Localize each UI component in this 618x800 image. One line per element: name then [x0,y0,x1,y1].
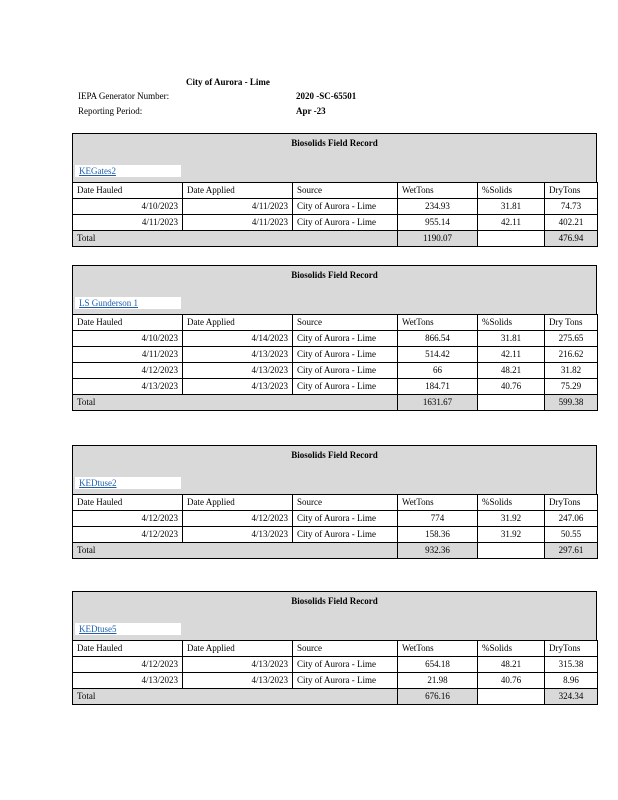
table-cell: City of Aurora - Lime [293,199,398,215]
table-cell: 31.92 [478,511,545,527]
total-label: Total [73,689,398,705]
table-row [73,511,598,527]
period-label: Reporting Period: [78,106,143,116]
column-header: Dry Tons [545,315,598,331]
field-record-section [72,265,597,411]
table-row [73,527,598,543]
column-header: Source [293,495,398,511]
site-name-link[interactable]: KEDtuse2 [79,478,117,488]
table-cell: 4/12/2023 [73,363,183,379]
total-solids-blank [478,395,545,411]
column-header: DryTons [545,641,598,657]
field-record-section [72,445,597,559]
total-solids-blank [478,231,545,247]
total-dry-tons: 297.61 [545,543,598,559]
table-row [73,331,598,347]
table-cell: City of Aurora - Lime [293,511,398,527]
column-header: Date Applied [183,495,293,511]
table-row [73,215,598,231]
section-title: Biosolids Field Record [291,138,378,148]
total-wet-tons: 1631.67 [398,395,478,411]
period-value: Apr -23 [296,106,326,116]
table-cell: 4/12/2023 [73,527,183,543]
column-header: Source [293,183,398,199]
table-header-row [73,641,598,657]
table-cell: 4/13/2023 [183,527,293,543]
site-name-link[interactable]: LS Gunderson 1 [79,298,138,308]
table-cell: 42.11 [478,215,545,231]
column-header: WetTons [398,183,478,199]
table-cell: 4/11/2023 [73,215,183,231]
table-cell: 66 [398,363,478,379]
column-header: DryTons [545,183,598,199]
table-cell: 4/13/2023 [183,673,293,689]
total-dry-tons: 324.34 [545,689,598,705]
table-cell: 50.55 [545,527,598,543]
table-cell: 247.06 [545,511,598,527]
site-name-box [75,297,181,309]
table-cell: City of Aurora - Lime [293,379,398,395]
table-header-row [73,315,598,331]
column-header: WetTons [398,495,478,511]
column-header: Date Hauled [73,183,183,199]
table-cell: 42.11 [478,347,545,363]
table-cell: 40.76 [478,673,545,689]
report-title: City of Aurora - Lime [186,77,270,87]
total-label: Total [73,231,398,247]
section-title: Biosolids Field Record [291,270,378,280]
table-cell: 4/13/2023 [183,363,293,379]
column-header: WetTons [398,315,478,331]
site-name-link[interactable]: KEDtuse5 [79,624,117,634]
total-row [73,543,598,559]
section-title-bar [72,265,597,314]
table-cell: City of Aurora - Lime [293,527,398,543]
table-cell: 216.62 [545,347,598,363]
table-cell: 654.18 [398,657,478,673]
field-record-table [72,494,598,559]
table-cell: 774 [398,511,478,527]
table-cell: 31.82 [545,363,598,379]
table-cell: 40.76 [478,379,545,395]
total-label: Total [73,543,398,559]
column-header: %Solids [478,183,545,199]
column-header: Date Hauled [73,495,183,511]
table-cell: 8.96 [545,673,598,689]
field-record-section [72,591,597,705]
field-record-table [72,182,598,247]
table-cell: City of Aurora - Lime [293,215,398,231]
table-cell: 4/13/2023 [183,657,293,673]
table-cell: City of Aurora - Lime [293,673,398,689]
table-header-row [73,183,598,199]
total-label: Total [73,395,398,411]
table-cell: 4/12/2023 [73,657,183,673]
table-cell: 48.21 [478,657,545,673]
table-cell: 402.21 [545,215,598,231]
column-header: %Solids [478,315,545,331]
section-title-bar [72,133,597,182]
generator-number: 2020 -SC-65501 [296,91,357,101]
table-cell: 4/12/2023 [183,511,293,527]
column-header: Source [293,315,398,331]
site-name-box [75,165,181,177]
table-cell: 31.92 [478,527,545,543]
site-name-box [75,477,181,489]
table-cell: 4/13/2023 [183,379,293,395]
table-cell: 866.54 [398,331,478,347]
table-row [73,363,598,379]
table-cell: 158.36 [398,527,478,543]
table-cell: 4/11/2023 [183,215,293,231]
column-header: Date Hauled [73,315,183,331]
table-cell: 955.14 [398,215,478,231]
table-row [73,347,598,363]
total-dry-tons: 599.38 [545,395,598,411]
total-wet-tons: 676.16 [398,689,478,705]
section-title: Biosolids Field Record [291,450,378,460]
column-header: %Solids [478,641,545,657]
column-header: %Solids [478,495,545,511]
table-cell: City of Aurora - Lime [293,331,398,347]
table-cell: 4/13/2023 [73,379,183,395]
table-cell: 4/10/2023 [73,199,183,215]
generator-label: IEPA Generator Number: [78,91,170,101]
table-cell: 75.29 [545,379,598,395]
table-cell: City of Aurora - Lime [293,363,398,379]
table-cell: 4/12/2023 [73,511,183,527]
table-cell: 74.73 [545,199,598,215]
table-cell: 31.81 [478,199,545,215]
total-dry-tons: 476.94 [545,231,598,247]
table-cell: 275.65 [545,331,598,347]
table-row [73,199,598,215]
table-cell: City of Aurora - Lime [293,347,398,363]
field-record-table [72,640,598,705]
column-header: WetTons [398,641,478,657]
table-cell: 21.98 [398,673,478,689]
table-cell: 4/13/2023 [73,673,183,689]
table-cell: City of Aurora - Lime [293,657,398,673]
table-cell: 315.38 [545,657,598,673]
total-solids-blank [478,689,545,705]
table-cell: 4/11/2023 [183,199,293,215]
total-wet-tons: 1190.07 [398,231,478,247]
column-header: Date Applied [183,641,293,657]
table-cell: 4/13/2023 [183,347,293,363]
field-record-table [72,314,598,411]
field-record-section [72,133,597,247]
table-cell: 4/10/2023 [73,331,183,347]
table-cell: 514.42 [398,347,478,363]
total-row [73,689,598,705]
table-cell: 4/11/2023 [73,347,183,363]
table-cell: 234.93 [398,199,478,215]
table-row [73,673,598,689]
section-title-bar [72,591,597,640]
table-cell: 4/14/2023 [183,331,293,347]
table-row [73,657,598,673]
column-header: Source [293,641,398,657]
table-header-row [73,495,598,511]
total-wet-tons: 932.36 [398,543,478,559]
table-cell: 31.81 [478,331,545,347]
table-cell: 184.71 [398,379,478,395]
site-name-link[interactable]: KEGates2 [79,166,116,176]
column-header: Date Applied [183,183,293,199]
total-solids-blank [478,543,545,559]
column-header: Date Applied [183,315,293,331]
section-title-bar [72,445,597,494]
site-name-box [75,623,181,635]
column-header: Date Hauled [73,641,183,657]
table-cell: 48.21 [478,363,545,379]
total-row [73,231,598,247]
table-row [73,379,598,395]
column-header: DryTons [545,495,598,511]
section-title: Biosolids Field Record [291,596,378,606]
total-row [73,395,598,411]
